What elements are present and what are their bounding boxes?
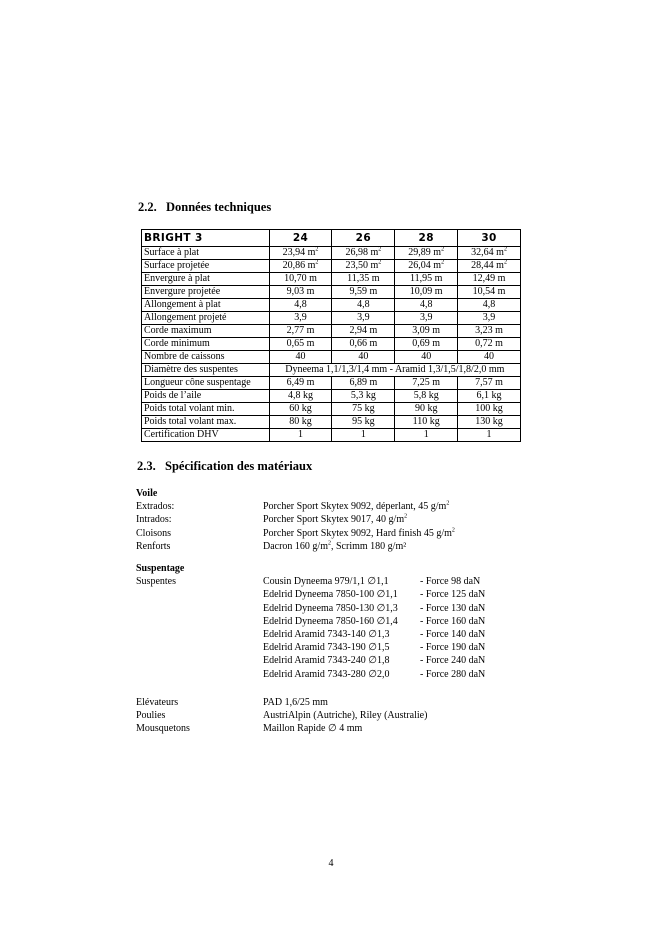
cell-value bbox=[332, 299, 395, 312]
row-label: Nombre de caissons bbox=[142, 351, 270, 364]
cell-text: 90 kg bbox=[414, 403, 438, 414]
cell-value bbox=[332, 390, 395, 403]
material-value bbox=[263, 527, 455, 540]
line-force: - Force 240 daN bbox=[420, 655, 486, 667]
material-label: Renforts bbox=[136, 540, 171, 552]
table-row bbox=[142, 403, 521, 416]
cell-text: 40 bbox=[295, 351, 306, 362]
cell-text: 4,8 bbox=[482, 299, 496, 310]
cell-value bbox=[395, 273, 458, 286]
table-row bbox=[142, 377, 521, 390]
cell-value bbox=[458, 247, 521, 260]
cell-value bbox=[332, 338, 395, 351]
size-header: 30 bbox=[458, 230, 521, 247]
cell-value bbox=[332, 273, 395, 286]
hardware-value: Maillon Rapide ∅ 4 mm bbox=[263, 723, 363, 735]
line-force: - Force 130 daN bbox=[420, 602, 486, 614]
line-name: Edelrid Aramid 7343-140 ∅1,3 bbox=[263, 628, 390, 640]
material-text: Dacron 160 g/m bbox=[263, 540, 328, 552]
unit-exponent: 2 bbox=[378, 259, 382, 266]
cell-text: 3,23 m bbox=[475, 325, 503, 336]
cell-value bbox=[395, 299, 458, 312]
cell-text: 28,44 m bbox=[471, 260, 504, 271]
cell-text: 5,3 kg bbox=[350, 390, 376, 401]
cell-text: 10,09 m bbox=[409, 286, 443, 297]
cell-value bbox=[332, 403, 395, 416]
line-name: Edelrid Aramid 7343-280 ∅2,0 bbox=[263, 668, 390, 680]
cell-text: 75 kg bbox=[352, 403, 375, 414]
unit-exponent: 2 bbox=[446, 500, 450, 507]
cell-value bbox=[458, 390, 521, 403]
cell-text: 1 bbox=[360, 429, 366, 440]
cell-text: 6,89 m bbox=[349, 377, 378, 388]
cell-text: 1 bbox=[486, 429, 492, 440]
cell-text: 4,8 bbox=[357, 299, 370, 310]
hardware-value: PAD 1,6/25 mm bbox=[263, 697, 328, 708]
cell-value bbox=[269, 416, 332, 429]
row-label: Poids total volant max. bbox=[142, 416, 270, 429]
cell-value bbox=[395, 286, 458, 299]
row-label: Poids de l’aile bbox=[142, 390, 270, 403]
cell-text: 95 kg bbox=[352, 416, 375, 427]
table-row bbox=[142, 338, 521, 351]
cell-value bbox=[395, 312, 458, 325]
cell-value bbox=[458, 325, 521, 338]
cell-value bbox=[458, 338, 521, 351]
cell-value bbox=[332, 351, 395, 364]
cell-text: 6,49 m bbox=[286, 377, 315, 388]
cell-text: 9,59 m bbox=[349, 286, 378, 297]
row-label: Corde maximum bbox=[142, 325, 270, 338]
row-label: Diamètre des suspentes bbox=[142, 364, 270, 377]
cell-text: 29,89 m bbox=[408, 247, 442, 258]
cell-value bbox=[332, 429, 395, 442]
cell-value bbox=[332, 377, 395, 390]
line-name: Edelrid Aramid 7343-240 ∅1,8 bbox=[263, 655, 390, 667]
cell-text: 3,9 bbox=[294, 312, 307, 323]
table-row bbox=[142, 390, 521, 403]
unit-exponent: 2 bbox=[503, 259, 507, 266]
cell-value bbox=[332, 247, 395, 260]
unit-exponent: 2 bbox=[315, 259, 319, 266]
table-row bbox=[142, 364, 521, 377]
line-row bbox=[136, 668, 556, 681]
section-heading-materials: 2.3. Spécification des matériaux bbox=[137, 459, 313, 473]
cell-text: 7,25 m bbox=[412, 377, 441, 388]
size-header: 24 bbox=[269, 230, 332, 247]
cell-text: 3,9 bbox=[419, 312, 433, 323]
cell-text: 100 kg bbox=[475, 403, 503, 414]
hardware-label: Elévateurs bbox=[136, 697, 179, 708]
row-span-value: Dyneema 1,1/1,3/1,4 mm - Aramid 1,3/1,5/1,8/2,0 mm bbox=[269, 364, 520, 377]
unit-exponent: 2 bbox=[503, 246, 507, 253]
cell-text: 40 bbox=[358, 351, 369, 362]
cell-text: 10,54 m bbox=[472, 286, 506, 297]
cell-text: 26,98 m bbox=[345, 247, 379, 258]
cell-value bbox=[395, 416, 458, 429]
cell-text: 40 bbox=[484, 351, 495, 362]
line-row bbox=[136, 575, 556, 588]
cell-value bbox=[269, 429, 332, 442]
line-row bbox=[136, 615, 556, 628]
material-value bbox=[263, 500, 449, 513]
cell-value bbox=[332, 260, 395, 273]
cell-value bbox=[458, 260, 521, 273]
row-label: Surface à plat bbox=[142, 247, 270, 260]
cell-value bbox=[269, 390, 332, 403]
voile-title: Voile bbox=[136, 488, 158, 499]
hardware-label: Poulies bbox=[136, 710, 166, 722]
line-name: Edelrid Dyneema 7850-130 ∅1,3 bbox=[263, 602, 398, 614]
line-force: - Force 125 daN bbox=[420, 589, 486, 601]
cell-value bbox=[395, 247, 458, 260]
cell-value bbox=[269, 260, 332, 273]
cell-value bbox=[332, 312, 395, 325]
unit-exponent: 2 bbox=[441, 259, 445, 266]
suspentage-title: Suspentage bbox=[136, 563, 185, 574]
line-name: Edelrid Aramid 7343-190 ∅1,5 bbox=[263, 642, 390, 654]
cell-value bbox=[332, 286, 395, 299]
cell-value bbox=[269, 273, 332, 286]
cell-value bbox=[269, 403, 332, 416]
cell-text: 0,69 m bbox=[412, 338, 441, 349]
cell-value bbox=[395, 403, 458, 416]
row-label: Longueur cône suspentage bbox=[142, 377, 270, 390]
line-row bbox=[136, 654, 556, 667]
cell-value bbox=[269, 325, 332, 338]
unit-exponent: 2 bbox=[378, 246, 382, 253]
cell-text: 130 kg bbox=[475, 416, 503, 427]
cell-text: 1 bbox=[423, 429, 429, 440]
row-label: Envergure à plat bbox=[142, 273, 270, 286]
cell-text: 3,9 bbox=[482, 312, 496, 323]
line-force: - Force 160 daN bbox=[420, 615, 486, 627]
cell-text: 3,9 bbox=[357, 312, 370, 323]
cell-text: 4,8 bbox=[419, 299, 433, 310]
section-heading-technical-data: 2.2. Données techniques bbox=[138, 200, 272, 214]
line-force: - Force 98 daN bbox=[420, 576, 481, 588]
material-text: Porcher Sport Skytex 9092, déperlant, 45 g/m bbox=[263, 501, 447, 513]
row-label: Corde minimum bbox=[142, 338, 270, 351]
cell-text: 40 bbox=[421, 351, 432, 362]
line-row bbox=[136, 602, 556, 615]
cell-value bbox=[458, 377, 521, 390]
cell-value bbox=[458, 312, 521, 325]
cell-text: 2,94 m bbox=[349, 325, 378, 336]
cell-value bbox=[458, 403, 521, 416]
cell-value bbox=[269, 377, 332, 390]
table-row bbox=[142, 351, 521, 364]
cell-text: 11,95 m bbox=[409, 273, 443, 284]
material-text: Porcher Sport Skytex 9017, 40 g/m bbox=[263, 514, 405, 526]
cell-text: 7,57 m bbox=[475, 377, 503, 388]
material-label: Intrados: bbox=[136, 514, 172, 526]
cell-value bbox=[395, 390, 458, 403]
cell-value bbox=[269, 351, 332, 364]
technical-data-table bbox=[141, 229, 521, 442]
cell-value bbox=[395, 429, 458, 442]
cell-text: 32,64 m bbox=[471, 247, 504, 258]
cell-value bbox=[458, 273, 521, 286]
size-header: 26 bbox=[332, 230, 395, 247]
unit-exponent: 2 bbox=[328, 540, 331, 547]
hardware-value: AustriAlpin (Autriche), Riley (Australie) bbox=[263, 710, 428, 722]
hardware-label: Mousquetons bbox=[136, 723, 190, 735]
row-label: Allongement à plat bbox=[142, 299, 270, 312]
unit-exponent: 2 bbox=[441, 246, 445, 253]
cell-value bbox=[269, 247, 332, 260]
row-label: Allongement projeté bbox=[142, 312, 270, 325]
cell-text: 11,35 m bbox=[347, 273, 380, 284]
material-label: Extrados: bbox=[136, 501, 175, 513]
line-force: - Force 190 daN bbox=[420, 642, 486, 654]
page-number: 4 bbox=[328, 858, 334, 869]
cell-value bbox=[458, 351, 521, 364]
material-label: Cloisons bbox=[136, 527, 172, 539]
cell-text: 1 bbox=[298, 429, 304, 440]
line-force: - Force 140 daN bbox=[420, 628, 486, 640]
cell-text: 4,8 kg bbox=[288, 390, 314, 401]
row-label: Poids total volant min. bbox=[142, 403, 270, 416]
cell-value bbox=[395, 377, 458, 390]
unit-exponent: 2 bbox=[451, 527, 455, 534]
table-row bbox=[142, 247, 521, 260]
cell-text: 3,09 m bbox=[412, 325, 441, 336]
cell-value bbox=[332, 325, 395, 338]
cell-text: 5,8 kg bbox=[413, 390, 439, 401]
cell-value bbox=[458, 416, 521, 429]
table-row bbox=[142, 429, 521, 442]
cell-text: 60 kg bbox=[289, 403, 312, 414]
line-force: - Force 280 daN bbox=[420, 668, 486, 680]
cell-value bbox=[395, 351, 458, 364]
cell-text: 80 kg bbox=[289, 416, 312, 427]
table-row bbox=[142, 325, 521, 338]
cell-value bbox=[395, 338, 458, 351]
cell-value bbox=[458, 299, 521, 312]
table-row bbox=[142, 416, 521, 429]
table-header-row bbox=[142, 230, 521, 247]
cell-text: 12,49 m bbox=[472, 273, 506, 284]
row-label: Certification DHV bbox=[142, 429, 270, 442]
cell-text: 4,8 bbox=[294, 299, 307, 310]
cell-text: 10,70 m bbox=[284, 273, 317, 284]
table-row bbox=[142, 260, 521, 273]
cell-value bbox=[395, 260, 458, 273]
material-value bbox=[263, 513, 407, 526]
cell-value bbox=[332, 416, 395, 429]
row-label: Surface projetée bbox=[142, 260, 270, 273]
cell-text: 110 kg bbox=[412, 416, 440, 427]
model-name: BRIGHT 3 bbox=[142, 230, 270, 247]
line-name: Cousin Dyneema 979/1,1 ∅1,1 bbox=[263, 576, 389, 588]
cell-value bbox=[269, 286, 332, 299]
cell-value bbox=[269, 312, 332, 325]
material-text: Porcher Sport Skytex 9092, Hard finish 45 g/m bbox=[263, 527, 452, 539]
cell-value bbox=[395, 325, 458, 338]
cell-text: 6,1 kg bbox=[476, 390, 502, 401]
cell-text: 20,86 m bbox=[282, 260, 316, 271]
material-value bbox=[263, 540, 406, 553]
table-row bbox=[142, 312, 521, 325]
line-row bbox=[136, 641, 556, 654]
size-header: 28 bbox=[395, 230, 458, 247]
cell-value bbox=[458, 429, 521, 442]
cell-text: 23,50 m bbox=[345, 260, 379, 271]
cell-text: 0,65 m bbox=[286, 338, 315, 349]
material-text-after: , Scrimm 180 g/m² bbox=[331, 540, 407, 552]
suspentes-label: Suspentes bbox=[136, 576, 176, 588]
line-name: Edelrid Dyneema 7850-100 ∅1,1 bbox=[263, 589, 398, 601]
cell-value bbox=[269, 338, 332, 351]
cell-text: 2,77 m bbox=[286, 325, 315, 336]
cell-text: 9,03 m bbox=[286, 286, 315, 297]
row-label: Envergure projetée bbox=[142, 286, 270, 299]
cell-text: 0,72 m bbox=[475, 338, 503, 349]
unit-exponent: 2 bbox=[315, 246, 319, 253]
unit-exponent: 2 bbox=[404, 514, 408, 521]
table-row bbox=[142, 299, 521, 312]
cell-text: 23,94 m bbox=[282, 247, 316, 258]
cell-text: 26,04 m bbox=[408, 260, 442, 271]
table-row bbox=[142, 286, 521, 299]
cell-text: 0,66 m bbox=[349, 338, 378, 349]
table-row bbox=[142, 273, 521, 286]
cell-value bbox=[269, 299, 332, 312]
line-row bbox=[136, 588, 556, 601]
line-name: Edelrid Dyneema 7850-160 ∅1,4 bbox=[263, 615, 398, 627]
cell-value bbox=[458, 286, 521, 299]
line-row bbox=[136, 628, 556, 641]
